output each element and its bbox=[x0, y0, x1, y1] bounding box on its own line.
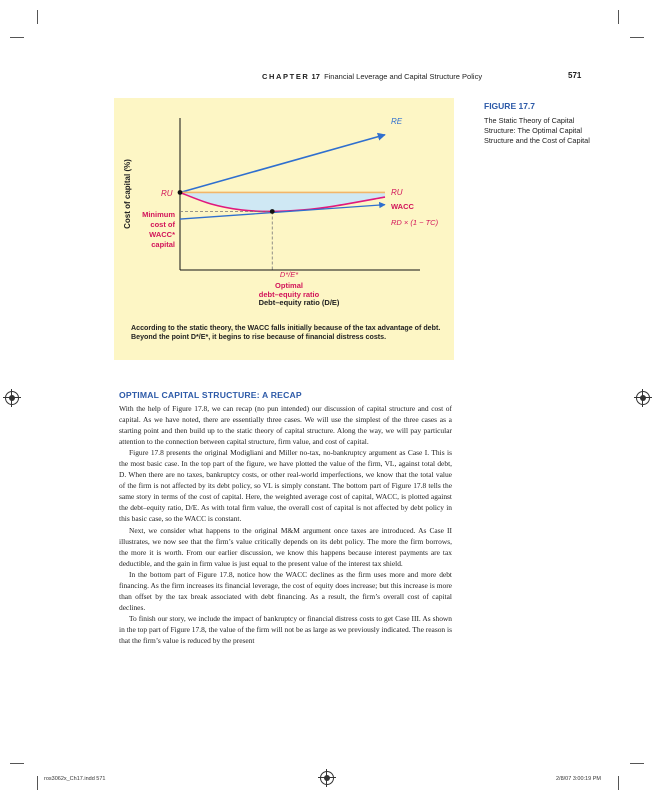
chapter-label: CHAPTER bbox=[262, 72, 310, 81]
body-text bbox=[119, 403, 452, 646]
paragraph: Figure 17.8 presents the original Modigliani and Miller no-tax, no-bankruptcy argument as Case I. This is the most basic case. In the top part of the figure, we have plotted the value of the firm, VL, against total debt, D. When there are no taxes, bankruptcy costs, or other real-world imperfections, we know that the total value of the firm is not affected by its debt policy, so VL is simply constant. The bottom part of Figure 17.8 tells the same story in terms of the cost of capital. Here, the weighted average cost of capital, WACC, is plotted against the debt–equity ratio, D/E. As with total firm value, the overall cost of capital is not affected by debt policy in this basic case, so the WACC is constant. bbox=[119, 448, 452, 524]
ru-right-label: RU bbox=[391, 188, 403, 197]
wacc-label: WACC bbox=[391, 202, 414, 211]
re-label: RE bbox=[391, 117, 403, 126]
min-cost-label-2: cost of bbox=[150, 220, 175, 229]
paragraph: In the bottom part of Figure 17.8, notice how the WACC declines as the firm uses more and more debt financing. As the firm increases its financial leverage, the cost of equity does increase; but this increase is more than offset by the tax break associated with debt financing. As a result, the firm’s overall cost of capital declines. bbox=[119, 569, 452, 612]
footer-timestamp: 2/8/07 3:00:19 PM bbox=[556, 776, 601, 782]
min-cost-label-1: Minimum bbox=[142, 210, 175, 219]
figure-number: FIGURE 17.7 bbox=[484, 101, 536, 111]
rd-label: RD × (1 − TC) bbox=[391, 218, 439, 227]
x-axis-label: Debt–equity ratio (D/E) bbox=[258, 298, 340, 307]
min-cost-label-4: capital bbox=[151, 240, 175, 249]
ru-intercept-point bbox=[178, 190, 183, 195]
chapter-number: 17 bbox=[311, 72, 320, 81]
y-axis-label: Cost of capital (%) bbox=[123, 159, 132, 229]
optimal-label-2: debt–equity ratio bbox=[258, 290, 320, 299]
footer-file-name: ros3062x_Ch17.indd 571 bbox=[44, 776, 106, 782]
section-title: OPTIMAL CAPITAL STRUCTURE: A RECAP bbox=[119, 390, 302, 400]
figure-description: According to the static theory, the WACC falls initially because of the tax advantage of debt. Beyond the point D*/E*, it begins to rise because of financial distress costs. bbox=[131, 324, 441, 342]
optimal-label-1: Optimal bbox=[275, 281, 303, 290]
page-number: 571 bbox=[568, 71, 582, 80]
min-cost-label-3: WACC* bbox=[149, 230, 175, 239]
paragraph: With the help of Figure 17.8, we can recap (no pun intended) our discussion of capital structure and cost of capital. As we have noted, there are essentially three cases. We will use the simplest of the three cases as a starting point and then build up to the static theory of capital structure. Along the way, we will pay particular attention to the connection between capital structure, firm value, and cost of capital. bbox=[119, 404, 452, 447]
minimum-wacc-point bbox=[270, 209, 275, 214]
re-line bbox=[180, 135, 385, 193]
optimal-point-label: D*/E* bbox=[279, 270, 299, 279]
paragraph: Next, we consider what happens to the original M&M argument once taxes are introduced. As Case II illustrates, we now see that the firm’s value critically depends on its debt policy. The more the firm borrows, the more it is worth. From our earlier discussion, we know this happens because interest payments are tax deductible, and the gain in firm value is just equal to the present value of the interest tax shield. bbox=[119, 525, 452, 568]
paragraph: To finish our story, we include the impact of bankruptcy or financial distress costs to get Case III. As shown in the top part of Figure 17.8, the value of the firm will not be as large as we previously indicated. The reason is that the firm’s value is reduced by the present bbox=[119, 613, 452, 645]
chapter-title: Financial Leverage and Capital Structure Policy bbox=[324, 72, 483, 81]
ru-left-label: RU bbox=[161, 189, 173, 198]
figure-caption: The Static Theory of Capital Structure: The Optimal Capital Structure and the Cost of Capital bbox=[484, 116, 590, 145]
